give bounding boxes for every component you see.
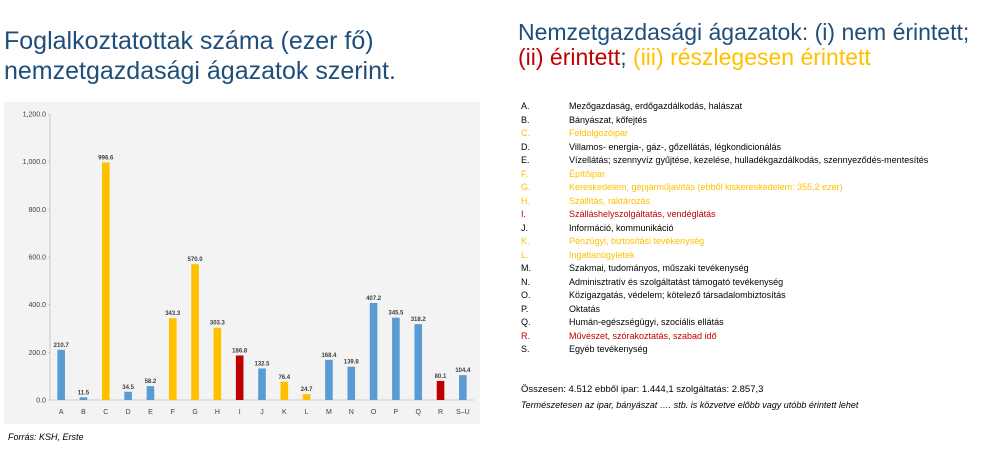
- data-label: 407.2: [366, 295, 382, 302]
- legend-item-code: P.: [521, 303, 529, 314]
- legend-item: [521, 289, 983, 303]
- x-tick-label: L: [304, 409, 309, 416]
- legend-item-description: Kereskedelem, gépjárműjavítás (ebből kiskereskedelem: 355,2 ezer): [569, 182, 843, 192]
- legend-item-description: Ingatlanügyletek: [569, 249, 635, 260]
- y-tick-label: 800.0: [28, 206, 46, 214]
- x-tick-label: J: [260, 409, 264, 416]
- legend-item-code: N.: [521, 276, 530, 287]
- x-tick-label: N: [348, 409, 354, 416]
- sector-legend: [521, 100, 983, 357]
- legend-item-code: Q.: [521, 317, 531, 327]
- bar: [459, 375, 467, 400]
- y-tick-label: 400.0: [28, 302, 46, 310]
- data-label: 139.8: [343, 359, 359, 366]
- legend-item-code: R.: [521, 330, 530, 341]
- x-tick-label: O: [370, 409, 377, 416]
- legend-item-code: D.: [521, 141, 530, 152]
- legend-item: [521, 127, 983, 141]
- bar: [124, 392, 132, 400]
- legend-item-code: E.: [521, 155, 530, 165]
- data-label: 34.5: [122, 384, 134, 391]
- data-label: 570.0: [187, 257, 203, 264]
- bar: [236, 355, 244, 400]
- data-label: 104.4: [455, 368, 471, 375]
- legend-item: [521, 249, 983, 263]
- x-tick-label: C: [103, 409, 109, 416]
- bar: [169, 318, 177, 400]
- legend-item-description: Vízellátás; szennyvíz gyűjtése, kezelése, hulladékgazdálkodás, szennyeződés-mentesítés: [569, 155, 929, 165]
- bar: [325, 360, 333, 400]
- legend-item-description: Feldolgozóipar: [569, 128, 629, 138]
- legend-item: [521, 195, 983, 209]
- legend-item-description: Közigazgatás, védelem; kötelező társadalombiztosítás: [569, 290, 786, 300]
- data-label: 80.1: [434, 373, 447, 380]
- data-label: 24.7: [300, 387, 313, 394]
- data-label: 186.8: [232, 348, 248, 355]
- x-tick-label: G: [192, 409, 198, 416]
- legend-title-separator: ;: [620, 44, 634, 70]
- legend-item-code: A.: [521, 101, 530, 111]
- bar: [80, 397, 88, 400]
- legend-item-code: I.: [521, 209, 527, 219]
- legend-title-part-partial: (iii) részlegesen érintett: [633, 44, 871, 70]
- x-tick-label: A: [58, 409, 64, 416]
- total-summary: Összesen: 4.512 ebből ipar: 1.444,1 szolgáltatás: 2.857,3: [521, 384, 764, 395]
- x-tick-label: I: [238, 409, 241, 416]
- legend-item-description: Szállítás, raktározás: [569, 195, 651, 206]
- legend-item: [521, 208, 983, 222]
- legend-item-description: Szálláshelyszolgáltatás, vendéglátás: [569, 209, 716, 219]
- bar: [347, 367, 355, 400]
- legend-item-code: C.: [521, 128, 530, 138]
- legend-item: [521, 114, 983, 128]
- bar-chart-svg: [4, 102, 480, 424]
- legend-item-description: Pénzügyi, biztosítási tevékenység: [569, 236, 705, 246]
- y-tick-label: 0.0: [36, 397, 46, 405]
- bar: [303, 394, 311, 400]
- legend-item: [521, 343, 983, 357]
- y-tick-label: 600.0: [28, 254, 46, 262]
- legend-item-description: Mezőgazdaság, erdőgazdálkodás, halászat: [569, 101, 743, 111]
- bar: [102, 162, 110, 400]
- source-note: Forrás: KSH, Erste: [8, 432, 84, 442]
- legend-item-code: B.: [521, 114, 530, 125]
- legend-item-code: F.: [521, 168, 529, 179]
- legend-item-code: L.: [521, 249, 529, 260]
- data-label: 210.7: [53, 342, 69, 349]
- legend-item: [521, 168, 983, 182]
- legend-item: [521, 100, 983, 114]
- y-tick-label: 1,200.0: [22, 111, 46, 119]
- legend-item-code: J.: [521, 222, 529, 233]
- legend-item: [521, 222, 983, 236]
- legend-item: [521, 181, 983, 195]
- legend-title-part-affected: (ii) érintett: [518, 44, 621, 70]
- bar: [147, 386, 155, 400]
- legend-title-part-not-affected: Nemzetgazdasági ágazatok: (i) nem érintett;: [518, 19, 970, 45]
- data-label: 303.3: [209, 320, 225, 327]
- data-label: 343.3: [165, 311, 181, 318]
- legend-item: [521, 141, 983, 155]
- legend-item: [521, 235, 983, 249]
- bar: [370, 303, 378, 400]
- x-tick-label: R: [437, 409, 444, 416]
- chart-title: Foglalkoztatottak száma (ezer fő) nemzetgazdasági ágazatok szerint.: [4, 27, 396, 85]
- data-label: 996.6: [98, 155, 114, 162]
- x-tick-label: S–U: [456, 409, 470, 416]
- data-label: 345.5: [388, 310, 404, 317]
- legend-item: [521, 154, 983, 168]
- legend-item-description: Oktatás: [569, 303, 601, 314]
- bar: [258, 368, 266, 400]
- x-tick-label: Q: [415, 409, 421, 416]
- legend-item-description: Egyéb tevékenység: [569, 344, 648, 354]
- footnote: Természetesen az ipar, bányászat …. stb. is közvetve előbb vagy utóbb érintett lehet: [521, 400, 859, 410]
- x-tick-label: K: [281, 409, 287, 416]
- legend-item-description: Adminisztratív és szolgáltatást támogató tevékenység: [569, 276, 784, 287]
- legend-title: [518, 20, 978, 70]
- x-tick-label: H: [214, 409, 220, 416]
- bar-chart: [4, 102, 480, 424]
- legend-item: [521, 303, 983, 317]
- legend-item: [521, 330, 983, 344]
- bar: [437, 381, 445, 400]
- legend-item: [521, 276, 983, 290]
- legend-item-description: Építőipar: [569, 168, 606, 179]
- legend-item-description: Humán-egészségügyi, szociális ellátás: [569, 317, 724, 327]
- bar: [214, 328, 222, 400]
- legend-item-description: Villamos- energia-, gáz-, gőzellátás, légkondicionálás: [569, 141, 781, 152]
- data-label: 132.5: [254, 361, 270, 368]
- legend-item-description: Bányászat, kőfejtés: [569, 114, 648, 125]
- legend-item-code: S.: [521, 344, 530, 354]
- data-label: 76.4: [278, 374, 291, 381]
- x-tick-label: M: [326, 409, 332, 416]
- data-label: 318.2: [410, 317, 426, 324]
- data-label: 58.2: [144, 379, 157, 386]
- bar: [392, 318, 400, 400]
- legend-item-code: G.: [521, 182, 531, 192]
- legend-item-code: K.: [521, 236, 530, 246]
- legend-item-description: Művészet, szórakoztatás, szabad idő: [569, 330, 717, 341]
- legend-item: [521, 262, 983, 276]
- bar: [281, 382, 289, 400]
- legend-item-description: Szakmai, tudományos, műszaki tevékenység: [569, 263, 749, 273]
- bar: [191, 264, 199, 400]
- legend-item-code: M.: [521, 263, 531, 273]
- bar: [57, 350, 65, 400]
- y-tick-label: 200.0: [28, 349, 46, 357]
- legend-item: [521, 316, 983, 330]
- bar: [414, 324, 422, 400]
- y-tick-label: 1,000.0: [22, 159, 46, 167]
- data-label: 168.4: [321, 352, 337, 359]
- legend-item-code: O.: [521, 290, 531, 300]
- legend-item-description: Információ, kommunikáció: [569, 222, 674, 233]
- x-tick-label: P: [393, 409, 399, 416]
- x-tick-label: B: [81, 409, 86, 416]
- legend-item-code: H.: [521, 195, 530, 206]
- x-tick-label: F: [170, 409, 175, 416]
- x-tick-label: E: [148, 409, 153, 416]
- x-tick-label: D: [125, 409, 131, 416]
- data-label: 11.5: [77, 390, 90, 397]
